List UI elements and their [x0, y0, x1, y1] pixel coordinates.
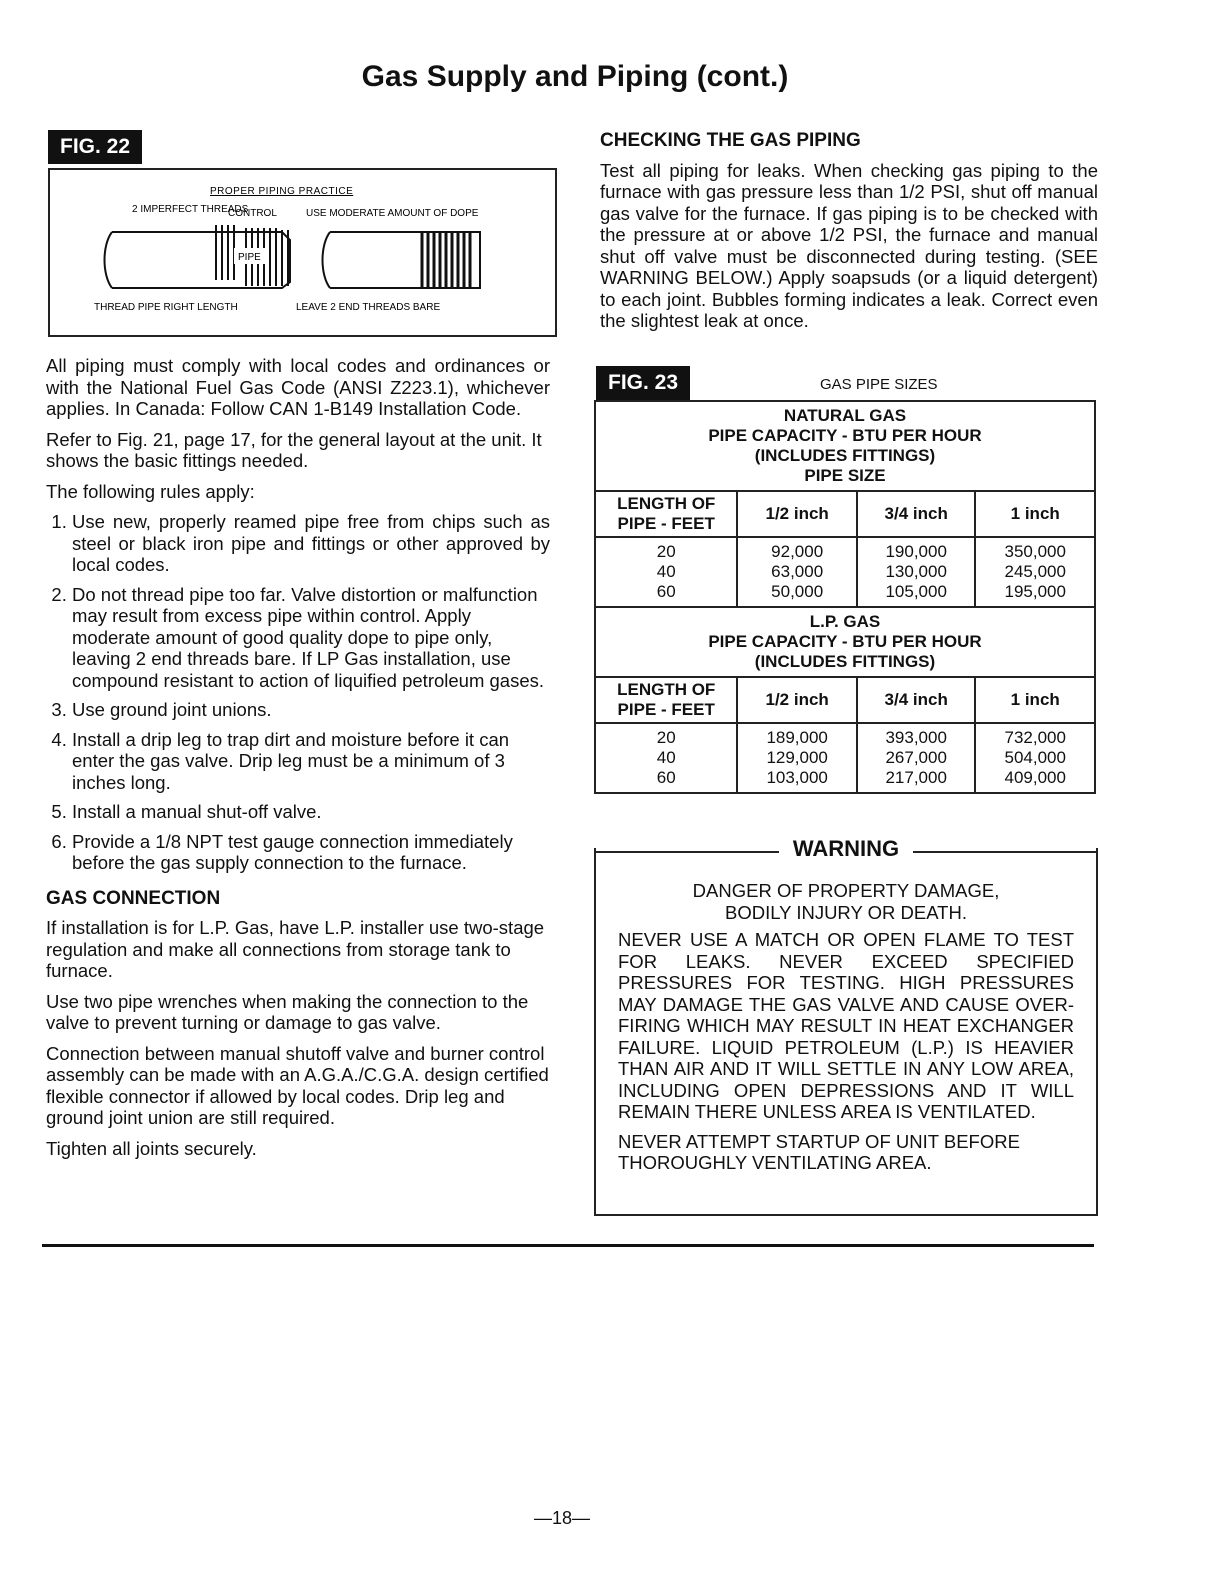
table-row — [595, 537, 1095, 607]
natural-half-values: 92,000 63,000 50,000 — [737, 537, 857, 607]
warning-danger-line-2: BODILY INJURY OR DEATH. — [725, 901, 967, 923]
fig22-label-pipe: PIPE — [238, 252, 261, 263]
gas-connection-heading: GAS CONNECTION — [46, 887, 221, 909]
column-header-one: 1 inch — [975, 491, 1095, 537]
natural-gas-header: NATURAL GAS PIPE CAPACITY - BTU PER HOUR (INCLUDES FITTINGS) PIPE SIZE — [595, 401, 1095, 491]
warning-title: WARNING — [596, 836, 1096, 862]
warning-danger-line-1: DANGER OF PROPERTY DAMAGE, — [692, 880, 1000, 901]
checking-heading: CHECKING THE GAS PIPING — [600, 130, 861, 151]
list-item: 2. Do not thread pipe too far. Valve distortion or malfunction may result from excess pipe within control. Apply moderate amount of good quality dope to pipe only, leaving 2 end threads bare. If LP Gas installation, use compound resistant to action of liquified petroleum gases. — [72, 584, 550, 692]
column-header-length: LENGTH OF PIPE - FEET — [595, 491, 737, 537]
lp-threequarter-values: 393,000 267,000 217,000 — [857, 723, 976, 793]
list-item: 1. Use new, properly reamed pipe free from chips such as steel or black iron pipe and fittings or other approved by local codes. — [72, 511, 550, 576]
page-title: Gas Supply and Piping (cont.) — [361, 60, 789, 93]
warning-box — [594, 836, 1098, 1216]
list-item: 4. Install a drip leg to trap dirt and moisture before it can enter the gas valve. Drip leg must be a minimum of 3 inches long. — [72, 729, 550, 794]
column-header-threequarter: 3/4 inch — [857, 491, 976, 537]
gas-pipe-table — [594, 400, 1096, 794]
warning-paragraph-1: NEVER USE A MATCH OR OPEN FLAME TO TEST FOR LEAKS. NEVER EXCEED SPECIFIED PRESSURES FOR TESTING. HIGH PRESSURES MAY DAMAGE THE GAS VALVE AND CAUSE OVER-FIRING WHICH MAY RESULT IN HEAT EXCHANGER FAILURE. LIQUID PETROLEUM (L.P.) IS HEAVIER THAN AIR AND IT WILL SETTLE IN ANY LOW AREA, INCLUDING OPEN DEPRESSIONS AND IT WILL REMAIN THERE UNLESS AREA IS VENTILATED. — [618, 929, 1074, 1122]
fig23-caption: GAS PIPE SIZES — [820, 376, 938, 393]
bottom-divider — [42, 1244, 1094, 1247]
table-row — [595, 491, 1095, 537]
gas-connection-p4: Tighten all joints securely. — [46, 1137, 257, 1159]
list-item: 6. Provide a 1/8 NPT test gauge connection immediately before the gas supply connection to the furnace. — [72, 831, 550, 874]
rules-intro: The following rules apply: — [46, 480, 255, 502]
fig22-label-control: CONTROL — [228, 208, 277, 219]
column-header-half: 1/2 inch — [737, 677, 857, 723]
column-header-half: 1/2 inch — [737, 491, 857, 537]
fig22-heading: PROPER PIPING PRACTICE — [210, 186, 354, 197]
lp-half-values: 189,000 129,000 103,000 — [737, 723, 857, 793]
warning-body — [618, 880, 1074, 1174]
right-pipe-threads — [422, 232, 470, 288]
fig22-tag: FIG. 22 — [48, 130, 142, 164]
table-row — [595, 677, 1095, 723]
checking-paragraph: Test all piping for leaks. When checking gas piping to the furnace with gas pressure less than 1/2 PSI, shut off manual gas valve for the furnace. If gas piping is to be checked with the pressure at or above 1/2 PSI, the furnace and manual shut off valve must be disconnected during testing. (SEE WARNING BELOW.) Apply soapsuds (or a liquid detergent) to each joint. Bubbles forming indicates a leak. Correct even the slightest leak at once. — [600, 159, 1098, 331]
column-header-length: LENGTH OF PIPE - FEET — [595, 677, 737, 723]
natural-threequarter-values: 190,000 130,000 105,000 — [857, 537, 976, 607]
column-header-one: 1 inch — [975, 677, 1095, 723]
checking-section — [600, 130, 1098, 332]
table-row — [595, 607, 1095, 677]
natural-one-values: 350,000 245,000 195,000 — [975, 537, 1095, 607]
rules-list — [46, 511, 550, 874]
refer-paragraph: Refer to Fig. 21, page 17, for the general layout at the unit. It shows the basic fittings needed. — [46, 428, 542, 471]
page-number: —18— — [533, 1508, 591, 1528]
fig22-label-threads: 2 IMPERFECT THREADS — [132, 204, 249, 215]
left-column — [46, 355, 550, 1168]
left-pipe-end — [105, 232, 113, 288]
intro-paragraph: All piping must comply with local codes and ordinances or with the National Fuel Gas Code (ANSI Z223.1), whichever applies. In Canada: Follow CAN 1-B149 Installation Code. — [46, 355, 550, 419]
lp-gas-header: L.P. GAS PIPE CAPACITY - BTU PER HOUR (INCLUDES FITTINGS) — [595, 607, 1095, 677]
fig22-label-bare: LEAVE 2 END THREADS BARE — [296, 302, 441, 313]
gas-connection-p2: Use two pipe wrenches when making the connection to the valve to prevent turning or damage to gas valve. — [46, 990, 529, 1033]
fig22-label-dope: USE MODERATE AMOUNT OF DOPE — [306, 208, 479, 219]
list-item: 5. Install a manual shut-off valve. — [72, 801, 550, 823]
list-item: 3. Use ground joint unions. — [72, 699, 550, 721]
natural-lengths: 20 40 60 — [595, 537, 737, 607]
gas-connection-p1: If installation is for L.P. Gas, have L.P. installer use two-stage regulation and make all connections from storage tank to furnace. — [46, 917, 545, 981]
lp-one-values: 732,000 504,000 409,000 — [975, 723, 1095, 793]
column-header-threequarter: 3/4 inch — [857, 677, 976, 723]
pipe-illustration — [50, 170, 555, 335]
gas-connection-p3: Connection between manual shutoff valve and burner control assembly can be made with an A.G.A./C.G.A. design certified flexible connector if allowed by local codes. Drip leg and ground joint union are still required. — [46, 1042, 549, 1128]
fig22-label-length: THREAD PIPE RIGHT LENGTH — [94, 302, 238, 313]
fig23-tag: FIG. 23 — [596, 366, 690, 400]
lp-lengths: 20 40 60 — [595, 723, 737, 793]
table-row — [595, 401, 1095, 491]
right-pipe-end — [323, 232, 331, 288]
fig22-diagram — [48, 168, 557, 337]
warning-paragraph-2: NEVER ATTEMPT STARTUP OF UNIT BEFORE THOROUGHLY VENTILATING AREA. — [618, 1130, 1020, 1173]
table-row — [595, 723, 1095, 793]
